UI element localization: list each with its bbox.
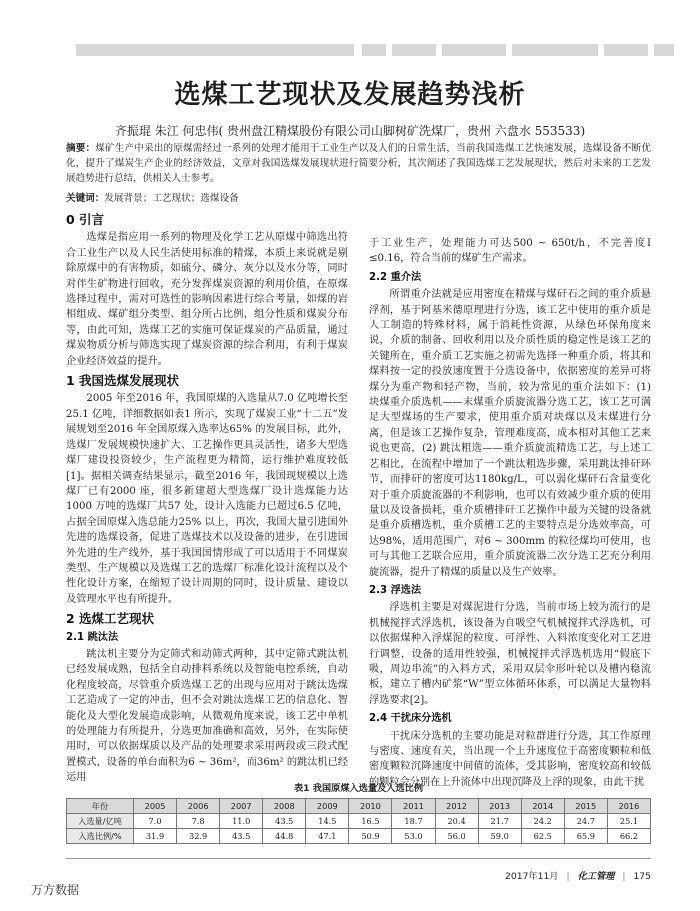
table-1: [66, 780, 651, 844]
table-header-row: [67, 799, 651, 814]
table-cell: 43.5: [263, 814, 306, 829]
watermark: 万方数据: [31, 883, 80, 897]
section-heading-intro: 0 引言: [66, 212, 105, 227]
keywords-text: 发展背景；工艺现状；选煤设备: [104, 193, 239, 204]
subsection-heading-2-2: 2.2 重介法: [369, 271, 422, 283]
table-year-header: 2012: [435, 799, 478, 814]
left-column: [66, 208, 348, 786]
article-title: 选煤工艺现状及发展趋势浅析: [174, 80, 526, 110]
paragraph-intro: 选煤是指应用一系列的物理及化学工艺从原煤中筛选出符合工业生产以及人民生活使用标准的精煤，本质上来说就是剔除原煤中的有害物质，如硫分、磷分、灰分以及水分等，同时对伴生矿物进行回收，充分发挥煤炭资源的利用价值，在原煤选择过程中，需对可选性的影响因素进行综合考量，如煤的岩相组成、煤矿组分类型、组分所占比例，组分性质和煤炭分布等，由此可知，选煤工艺的实施可保证煤炭的产品质量，通过煤炭物质分析与筛选实现了煤炭资源的综合利用，有利于煤炭企业经济效益的提升。: [66, 232, 348, 367]
subsection-heading-2-1: 2.1 跳汰法: [66, 631, 119, 643]
table-year-header: 2015: [564, 799, 607, 814]
paragraph-2-2: 所谓重介法就是应用密度在精煤与煤矸石之间的重介质悬浮剂，基于阿基米德原理进行分选，该工艺中使用的重介质是人工制造的特殊材料，属于消耗性资源，从绿色环保角度来说，介质的制备、回收利用以及介质性质的稳定性是该工艺的关键所在，重介质工艺实施之初需先选择一种重介质，将其和煤料按一定的投放速度置于分选设备中，依据密度的差异可将煤分为重产物和轻产物，当前，较为常见的重介法如下：(1) 块煤重介质选机——末煤重介质旋流器分选工艺，该工艺可满足大型煤场的生产要求，使用重介质对块煤以及末煤进行分离，但是该工艺操作复杂，管理难度高，成本相对其他工艺来说也更高，(2) 跳汰粗选——重介质旋流精选工艺，与上述工艺相比，在流程中增加了一个跳汰粗选步骤，采用跳汰排矸环节，而排矸的密度可达1180kg/L，可以弱化煤矸石含量变化对于重介质旋流器的不利影响，也可以有效减少重介质的使用量以及设备损耗，重介质槽排矸工艺操作中最为关键的设备就是重介质槽选机，重介质槽工艺的主要特点是分选效率高，可达98%，适用范围广，对6 ~ 300mm 的粒径煤均可使用，也可与其他工艺联合应用，重介质旋流器二次分选工艺充分利用旋流器，提升了精煤的质量以及生产效率。: [369, 289, 651, 578]
paragraph-2-1-continued: 于工业生产，处理能力可达500 ~ 650t/h，不完善度I ≤0.16，符合当前的煤矿生产需求。: [369, 238, 651, 265]
table-year-header: 2007: [220, 799, 263, 814]
table-cell: 53.0: [392, 829, 435, 844]
table-header-label: 年份: [67, 799, 134, 814]
page-number: 175: [633, 871, 651, 882]
table-cell: 66.2: [607, 829, 650, 844]
table-year-header: 2006: [177, 799, 220, 814]
keywords-label: 关键词：: [66, 193, 105, 204]
table-cell: 24.7: [564, 814, 607, 829]
table-year-header: 2010: [349, 799, 392, 814]
paragraph-1: 2005 年至2016 年，我国原煤的入选量从7.0 亿吨增长至25.1 亿吨，详细数据如表1 所示，实现了煤炭工业“十二五”发展规划至2016 年全国原煤入选率达65% 的发展目标，此外，选煤厂发展规模快速扩大、工艺操作更具灵活性，诸多大型选煤厂建设投资较少，生产流程更为精简，运行维护难度较低[1]。据相关调查结果显示，截至2016 年，我国现规模以上选煤厂已有2000 座，很多新建超大型选煤厂设计选煤能力达1000 万吨的选煤厂共57 处，设计入选能力已超过6.5 亿吨，占据全国原煤入选总能力25% 以上，再次，我国大量引进国外先进的选煤设备，促进了选煤技术以及设备的进步，在引进国外先进的生产线外，基于我国国情形成了可以适用于不同煤炭类型、生产规模以及选煤工艺的选煤厂标准化设计流程以及个性化设计方案，在缩短了设计周期的同时，设计质量、建设以及管理水平也有所提升。: [66, 393, 348, 605]
paragraph-2-1: 跳汰机主要分为定筛式和动筛式两种，其中定筛式跳汰机已经发展成熟，包括全自动排料系统以及智能电控系统，自动化程度较高，尽管重介质选煤工艺的出现与应用对于跳汰选煤工艺造成了一定的冲击，但不会对跳汰选煤工艺的信息化、智能化及大型化发展造成影响，从微观角度来说，该工艺中单机的处理能力有所提升，分选更加准确和高效，另外，在实际使用时，可以依据煤质以及产品的处理要求采用两段或三段式配置模式，设备的单台面积为6 ~ 36m²，而36m² 的跳汰机已经运用: [66, 648, 348, 784]
table-cell: 24.2: [521, 814, 564, 829]
table-cell: 65.9: [564, 829, 607, 844]
section-heading-2: 2 选煤工艺现状: [66, 611, 155, 627]
abstract-text: 煤矿生产中采出的原煤需经过一系列的处理才能用于工业生产以及人们的日常生活，当前我国选煤工艺快速发展，选煤设备不断优化，提升了煤炭生产企业的经济效益，文章对我国选煤发展现状进行简要分析，其次阐述了我国选煤工艺发展现状，然后对未来的工艺发展趋势进行总结，供相关人士参考。: [66, 143, 652, 184]
table-cell: 59.0: [478, 829, 521, 844]
table-cell: 20.4: [435, 814, 478, 829]
table-year-header: 2011: [392, 799, 435, 814]
table-cell: 50.9: [349, 829, 392, 844]
paragraph-2-4: 干扰床分选机的主要功能是对粒群进行分选，其工作原理与密度、速度有关，当出现一个上升速度位于高密度颗粒和低密度颗粒沉降速度中间值的流体，受其影响，密度较高和较低的颗粒会分别在上升流体中出现沉降及上浮的现象，由此干扰: [369, 730, 651, 788]
abstract-label: 摘要：: [66, 143, 96, 154]
table-cell: 25.1: [607, 814, 650, 829]
table-row: [67, 829, 651, 844]
table-year-header: 2016: [607, 799, 650, 814]
table-row-label: 入选比例/%: [67, 829, 134, 844]
table-year-header: 2008: [263, 799, 306, 814]
table-cell: 32.9: [177, 829, 220, 844]
table-year-header: 2005: [134, 799, 177, 814]
header-decoration: [0, 44, 700, 58]
footer-rule: [66, 858, 651, 859]
table-year-header: 2014: [521, 799, 564, 814]
abstract: [66, 141, 651, 186]
table-cell: 7.0: [134, 814, 177, 829]
table-cell: 56.0: [435, 829, 478, 844]
table-cell: 44.8: [263, 829, 306, 844]
data-table: [66, 798, 651, 844]
keywords: [66, 191, 651, 206]
subsection-heading-2-4: 2.4 干扰床分选机: [369, 713, 452, 725]
table-cell: 47.1: [306, 829, 349, 844]
table-cell: 18.7: [392, 814, 435, 829]
table-cell: 16.5: [349, 814, 392, 829]
table-year-header: 2009: [306, 799, 349, 814]
table-row-label: 入选量/亿吨: [67, 814, 134, 829]
table-cell: 43.5: [220, 829, 263, 844]
right-column: [369, 236, 651, 790]
table-cell: 62.5: [521, 829, 564, 844]
section-heading-1: 1 我国选煤发展现状: [66, 373, 180, 389]
footer-separator: |: [622, 871, 626, 882]
table-row: [67, 814, 651, 829]
table-cell: 21.7: [478, 814, 521, 829]
article-authors: 齐振琨 朱江 何忠伟( 贵州盘江精煤股份有限公司山脚树矿洗煤厂，贵州 六盘水 553533): [114, 124, 586, 138]
table-caption: 表1 我国原煤入选量及入选比例: [293, 783, 424, 794]
footer-journal-logo: 化工管理: [577, 871, 615, 882]
table-year-header: 2013: [478, 799, 521, 814]
subsection-heading-2-3: 2.3 浮选法: [369, 584, 422, 596]
paragraph-2-3: 浮选机主要是对煤泥进行分选，当前市场上较为流行的是机械搅拌式浮选机，该设备为自吸空气机械搅拌式浮选机，可以依据煤种入浮煤泥的粒度、可浮性、入料浓度变化对工艺进行调整，设备的适用性较强，机械搅拌式浮选机选用“假底下吸，周边串流”的入料方式，采用双层伞形叶轮以及槽内稳流板，建立了槽内矿浆“W”型立体循环体系，可以满足大量物料浮选要求[2]。: [369, 602, 651, 706]
footer-date: 2017年11月: [505, 871, 559, 882]
page-footer: [505, 868, 651, 882]
footer-separator: |: [566, 871, 570, 882]
table-cell: 14.5: [306, 814, 349, 829]
table-cell: 11.0: [220, 814, 263, 829]
table-cell: 7.8: [177, 814, 220, 829]
table-cell: 31.9: [134, 829, 177, 844]
